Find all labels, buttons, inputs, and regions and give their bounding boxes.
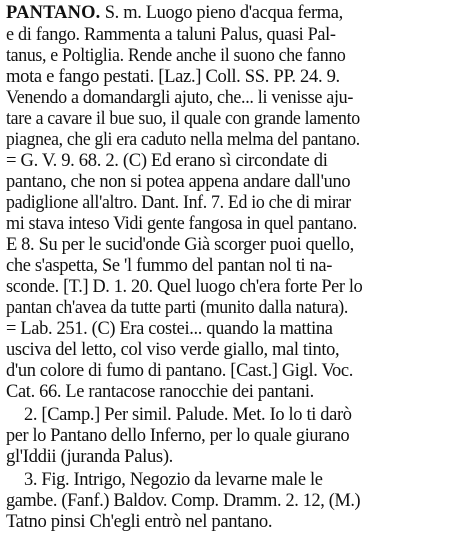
entry-line-19: Cat. 66. Le rantacose ranocchie dei pantani. [6,381,314,402]
entry-line-13: che s'aspetta, Se 'l fummo del pantan nol ti na- [6,255,333,276]
entry-sense-3-line-1: 3. Fig. Intrigo, Negozio da levarne male le [24,469,323,490]
entry-line-3: tanus, e Poltiglia. Rende anche il suono che fanno [6,45,346,66]
entry-line-9: pantano, che non si potea appena andare dall'uno [6,171,351,192]
entry-line-14: sconde. [T.] D. 1. 20. Quel luogo ch'era forte Per lo [6,276,363,297]
entry-headword: PANTANO. [6,2,101,23]
entry-line-10: padiglione all'altro. Dant. Inf. 7. Ed io che di mirar [6,192,351,213]
entry-sense-2-line-2: per lo Pantano dello Inferno, per lo quale giurano [6,425,350,446]
entry-line-18: d'un colore di fumo di pantano. [Cast.] Gigl. Voc. [6,360,354,381]
entry-line-17: usciva del letto, col viso verde giallo, mal tinto, [6,339,340,360]
entry-line-7: piagnea, che gli era caduto nella melma del pantano. [6,129,360,150]
entry-sense-3-line-2: gambe. (Fanf.) Baldov. Comp. Dramm. 2. 12, (M.) [6,490,361,511]
entry-line-5: Venendo a domandargli ajuto, che... li venisse aju- [6,87,354,108]
entry-line-2: e di fango. Rammenta a taluni Palus, quasi Pal- [6,24,336,45]
entry-line-1 [6,2,440,24]
entry-line-11: mi stava inteso Vidi gente fangosa in quel pantano. [6,213,357,234]
entry-line-16: = Lab. 251. (C) Era costei... quando la mattina [6,318,333,339]
entry-line-8: = G. V. 9. 68. 2. (C) Ed erano sì circondate di [6,150,328,171]
entry-sense-3-line-3: Tatno pinsi Ch'egli entrò nel pantano. [6,511,273,532]
entry-line-4: mota e fango pestati. [Laz.] Coll. SS. PP. 24. 9. [6,66,340,87]
entry-sense-2-line-3: gl'Iddii (juranda Palus). [6,446,173,467]
entry-line-1-text: S. m. Luogo pieno d'acqua ferma, [104,2,343,23]
entry-sense-2-line-1: 2. [Camp.] Per simil. Palude. Met. Io lo ti darò [24,404,352,425]
entry-line-6: tare a cavare il bue suo, il quale con grande lamento [6,108,360,129]
entry-line-15: pantan ch'avea da tutte parti (munito dalla natura). [6,297,349,318]
entry-line-12: E 8. Su per le sucid'onde Già scorger puoi quello, [6,234,354,255]
